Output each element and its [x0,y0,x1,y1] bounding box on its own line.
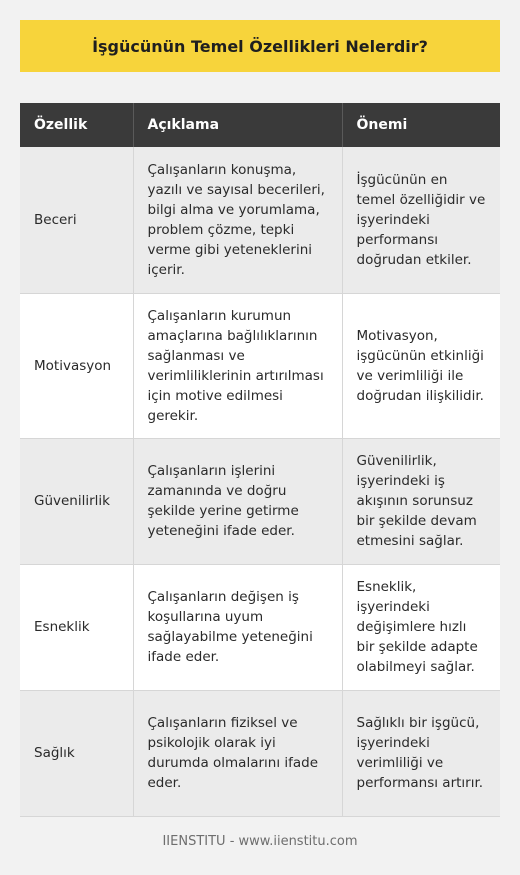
table-body [20,147,500,816]
feature-cell: Güvenilirlik [20,438,133,564]
description-cell: Çalışanların kurumun amaçlarına bağlılıklarının sağlanması ve verimliliklerinin artırılması için motive edilmesi gerekir. [133,293,342,438]
table-row [20,690,500,816]
description-cell: Çalışanların işlerini zamanında ve doğru şekilde yerine getirme yeteneğini ifade eder. [133,438,342,564]
feature-cell: Sağlık [20,690,133,816]
features-table [20,103,500,817]
feature-cell: Esneklik [20,564,133,690]
table-row [20,147,500,293]
importance-cell: Güvenilirlik, işyerindeki iş akışının sorunsuz bir şekilde devam etmesini sağlar. [342,438,500,564]
table-row [20,564,500,690]
importance-cell: İşgücünün en temel özelliğidir ve işyerindeki performansı doğrudan etkiler. [342,147,500,293]
description-cell: Çalışanların fiziksel ve psikolojik olarak iyi durumda olmalarını ifade eder. [133,690,342,816]
title-banner [20,20,500,72]
description-cell: Çalışanların değişen iş koşullarına uyum sağlayabilme yeteneğini ifade eder. [133,564,342,690]
importance-cell: Sağlıklı bir işgücü, işyerindeki verimliliği ve performansı artırır. [342,690,500,816]
features-table-container [20,103,500,817]
feature-cell: Beceri [20,147,133,293]
page-title: İşgücünün Temel Özellikleri Nelerdir? [92,36,428,56]
feature-cell: Motivasyon [20,293,133,438]
importance-cell: Motivasyon, işgücünün etkinliği ve verimliliği ile doğrudan ilişkilidir. [342,293,500,438]
header-feature: Özellik [20,103,133,147]
importance-cell: Esneklik, işyerindeki değişimlere hızlı bir şekilde adapte olabilmeyi sağlar. [342,564,500,690]
description-cell: Çalışanların konuşma, yazılı ve sayısal becerileri, bilgi alma ve yorumlama, problem çözme, tepki verme gibi yeteneklerini içerir. [133,147,342,293]
header-importance: Önemi [342,103,500,147]
table-header-row [20,103,500,147]
footer-credit: IIENSTITU - www.iienstitu.com [162,834,358,849]
table-row [20,293,500,438]
header-description: Açıklama [133,103,342,147]
table-header [20,103,500,147]
table-row [20,438,500,564]
